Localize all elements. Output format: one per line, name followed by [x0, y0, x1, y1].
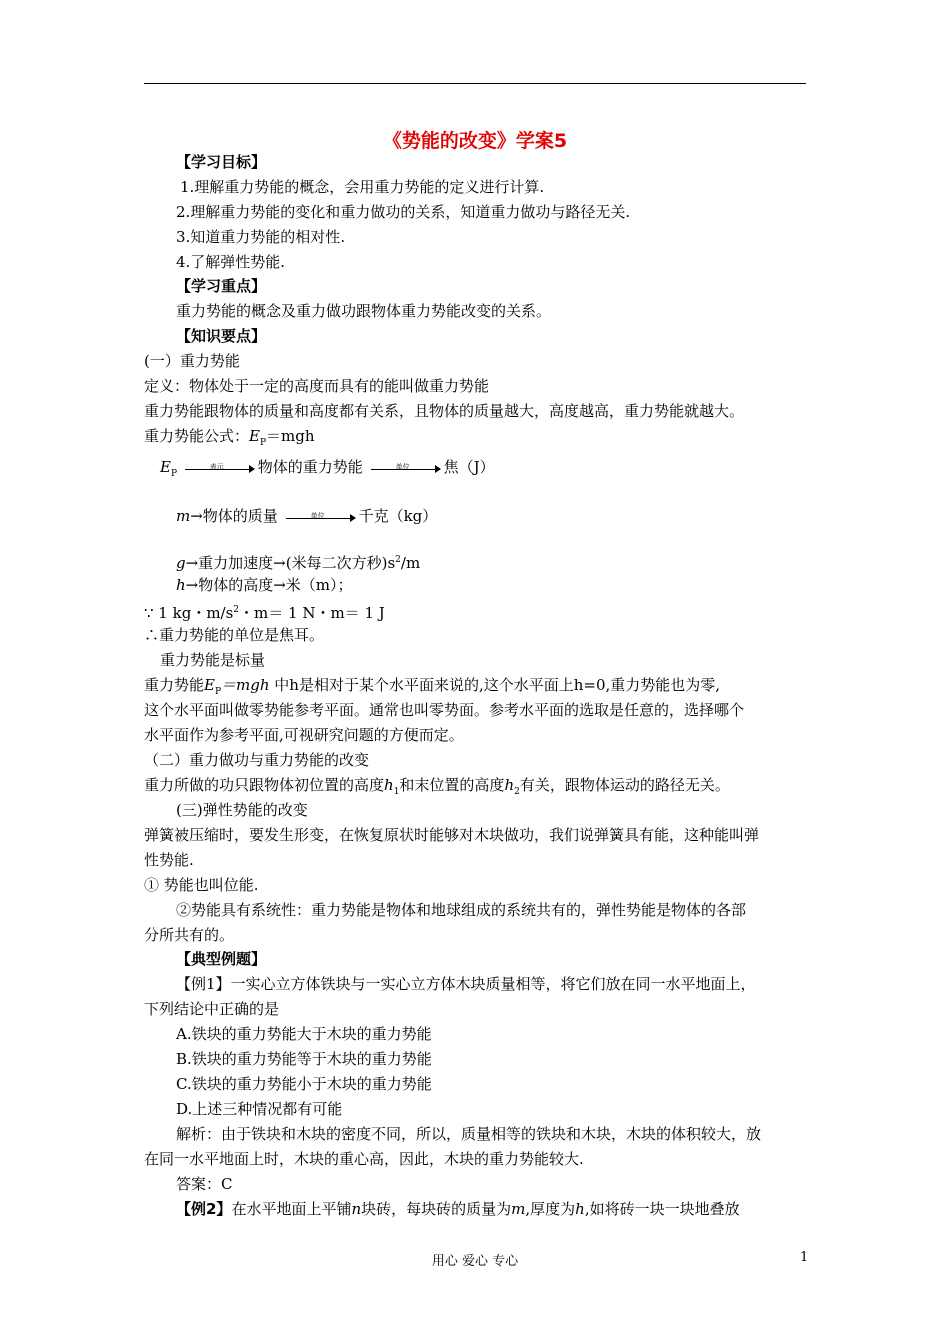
- analysis-cont: 在同一水平地面上时，木块的重心高，因此，木块的重力势能较大.: [144, 1150, 584, 1168]
- relativity-line: 这个水平面叫做零势能参考平面。通常也叫零势面。参考水平面的选取是任意的，选择哪个: [144, 701, 745, 719]
- h2-sub: 2: [514, 787, 520, 797]
- m-unit: 千克（kg）: [358, 507, 438, 525]
- ep-arrow-line: [160, 457, 495, 484]
- relation-text: 重力势能跟物体的质量和高度都有关系，且物体的质量越大，高度越高，重力势能就越大。: [144, 402, 745, 420]
- m-symbol: m: [176, 507, 191, 525]
- rel-a: 重力势能: [144, 676, 205, 694]
- k2-a: 重力所做的功只跟物体初位置的高度: [144, 776, 385, 794]
- ep-subscript: P: [170, 469, 178, 479]
- answer-line: 答案：C: [176, 1175, 233, 1193]
- m-meaning: →物体的质量: [190, 507, 278, 525]
- arrow-icon: 单位: [371, 461, 441, 475]
- ep-symbol: E: [249, 427, 260, 445]
- elastic-line: 性势能.: [144, 851, 194, 869]
- example-1-cont: 下列结论中正确的是: [144, 1000, 280, 1018]
- goal-item: 4.了解弹性势能.: [176, 253, 286, 271]
- ex2-m: m: [511, 1200, 526, 1218]
- ep-unit: 焦（J）: [443, 458, 495, 476]
- option-d: D.上述三种情况都有可能: [176, 1100, 343, 1118]
- goal-item: 3.知道重力势能的相对性.: [176, 228, 346, 246]
- formula-expression: ＝mgh: [266, 427, 315, 445]
- section-1-heading: (一）重力势能: [144, 352, 240, 370]
- because-line: [144, 600, 385, 623]
- focus-text: 重力势能的概念及重力做功跟物体重力势能改变的关系。: [176, 302, 552, 320]
- option-a: A.铁块的重力势能大于木块的重力势能: [176, 1025, 432, 1043]
- formula-label: 重力势能公式：: [144, 427, 250, 445]
- ex2-d: ,如将砖一块一块地叠放: [584, 1200, 740, 1218]
- k2-b: 和末位置的高度: [399, 776, 505, 794]
- example-2-label: 【例2】: [176, 1200, 232, 1218]
- knowledge-heading: 【知识要点】: [176, 327, 267, 345]
- work-line: [144, 775, 730, 802]
- rel-formula: ＝mgh: [221, 676, 270, 694]
- g-sup: 2: [395, 555, 401, 565]
- relativity-line: 水平面作为参考平面,可视研究问题的方便而定。: [144, 726, 464, 744]
- ep-symbol: E: [204, 676, 215, 694]
- section-2-heading: （二）重力做功与重力势能的改变: [144, 751, 370, 769]
- option-b: B.铁块的重力势能等于木块的重力势能: [176, 1050, 432, 1068]
- ex2-c: ,厚度为: [525, 1200, 576, 1218]
- example-1-line: [176, 974, 756, 994]
- h-symbol: h: [384, 776, 394, 794]
- ep-symbol: E: [160, 458, 171, 476]
- scalar-line: 重力势能是标量: [160, 651, 266, 669]
- because-a: ∵ 1 kg・m/s: [144, 604, 234, 622]
- ex2-h: h: [575, 1200, 585, 1218]
- examples-heading: 【典型例题】: [176, 950, 267, 968]
- ep-subscript: P: [259, 438, 267, 448]
- example-1-text: 一实心立方体铁块与一实心立方体木块质量相等，将它们放在同一水平地面上，: [230, 975, 756, 993]
- g-symbol: g: [176, 554, 186, 572]
- ep-subscript: P: [214, 687, 222, 697]
- ep-meaning: 物体的重力势能: [257, 458, 363, 476]
- arrow-icon: 表示: [185, 461, 255, 475]
- note-1: ① 势能也叫位能.: [144, 876, 259, 894]
- goals-heading: 【学习目标】: [176, 153, 267, 171]
- analysis-line: 解析：由于铁块和木块的密度不同，所以，质量相等的铁块和木块，木块的体积较大，放: [176, 1125, 762, 1143]
- section-3-heading: (三)弹性势能的改变: [176, 801, 308, 819]
- page-number: 1: [800, 1250, 809, 1265]
- g-tail: /m: [400, 554, 421, 572]
- h-symbol: h: [176, 576, 186, 594]
- example-2-line: [176, 1199, 740, 1219]
- document-title: 《势能的改变》学案5: [382, 130, 568, 152]
- because-sup: 2: [233, 605, 240, 615]
- note-2: ②势能具有系统性：重力势能是物体和地球组成的系统共有的，弹性势能是物体的各部: [176, 901, 747, 919]
- focus-heading: 【学习重点】: [176, 277, 267, 295]
- m-arrow-line: [176, 506, 437, 526]
- ex2-a: 在水平地面上平铺: [231, 1200, 352, 1218]
- goal-item: 1.理解重力势能的概念，会用重力势能的定义进行计算.: [180, 178, 545, 196]
- h-meaning: →物体的高度→米（m）；: [185, 576, 353, 594]
- arrow-icon: 单位: [286, 510, 356, 524]
- h-symbol: h: [504, 776, 515, 794]
- elastic-line: 弹簧被压缩时，要发生形变，在恢复原状时能够对木块做功，我们说弹簧具有能，这种能叫弹: [144, 826, 760, 844]
- note-2-cont: 分所共有的。: [144, 926, 235, 944]
- ex2-n: n: [351, 1200, 362, 1218]
- rel-b: 中h是相对于某个水平面来说的,这个水平面上h=0,重力势能也为零,: [269, 676, 721, 694]
- ex2-b: 块砖，每块砖的质量为: [361, 1200, 512, 1218]
- because-b: ・m＝ 1 N・m＝ 1 J: [239, 604, 385, 622]
- example-1-label: 【例1】: [176, 975, 231, 993]
- relativity-line: [144, 675, 720, 702]
- therefore-line: ∴重力势能的单位是焦耳。: [144, 626, 325, 644]
- h1-sub: 1: [393, 787, 400, 797]
- goal-item: 2.理解重力势能的变化和重力做功的关系，知道重力做功与路径无关.: [176, 203, 631, 221]
- header-rule: [144, 83, 806, 84]
- h-line: [176, 575, 353, 595]
- k2-c: 有关，跟物体运动的路径无关。: [519, 776, 730, 794]
- option-c: C.铁块的重力势能小于木块的重力势能: [176, 1075, 432, 1093]
- g-meaning: →重力加速度→(米每二次方秒)s: [185, 554, 396, 572]
- page-footer: 用心 爱心 专心: [431, 1254, 519, 1269]
- g-line: [176, 550, 420, 573]
- formula-line: [144, 426, 315, 453]
- definition-text: 定义：物体处于一定的高度而具有的能叫做重力势能: [144, 377, 490, 395]
